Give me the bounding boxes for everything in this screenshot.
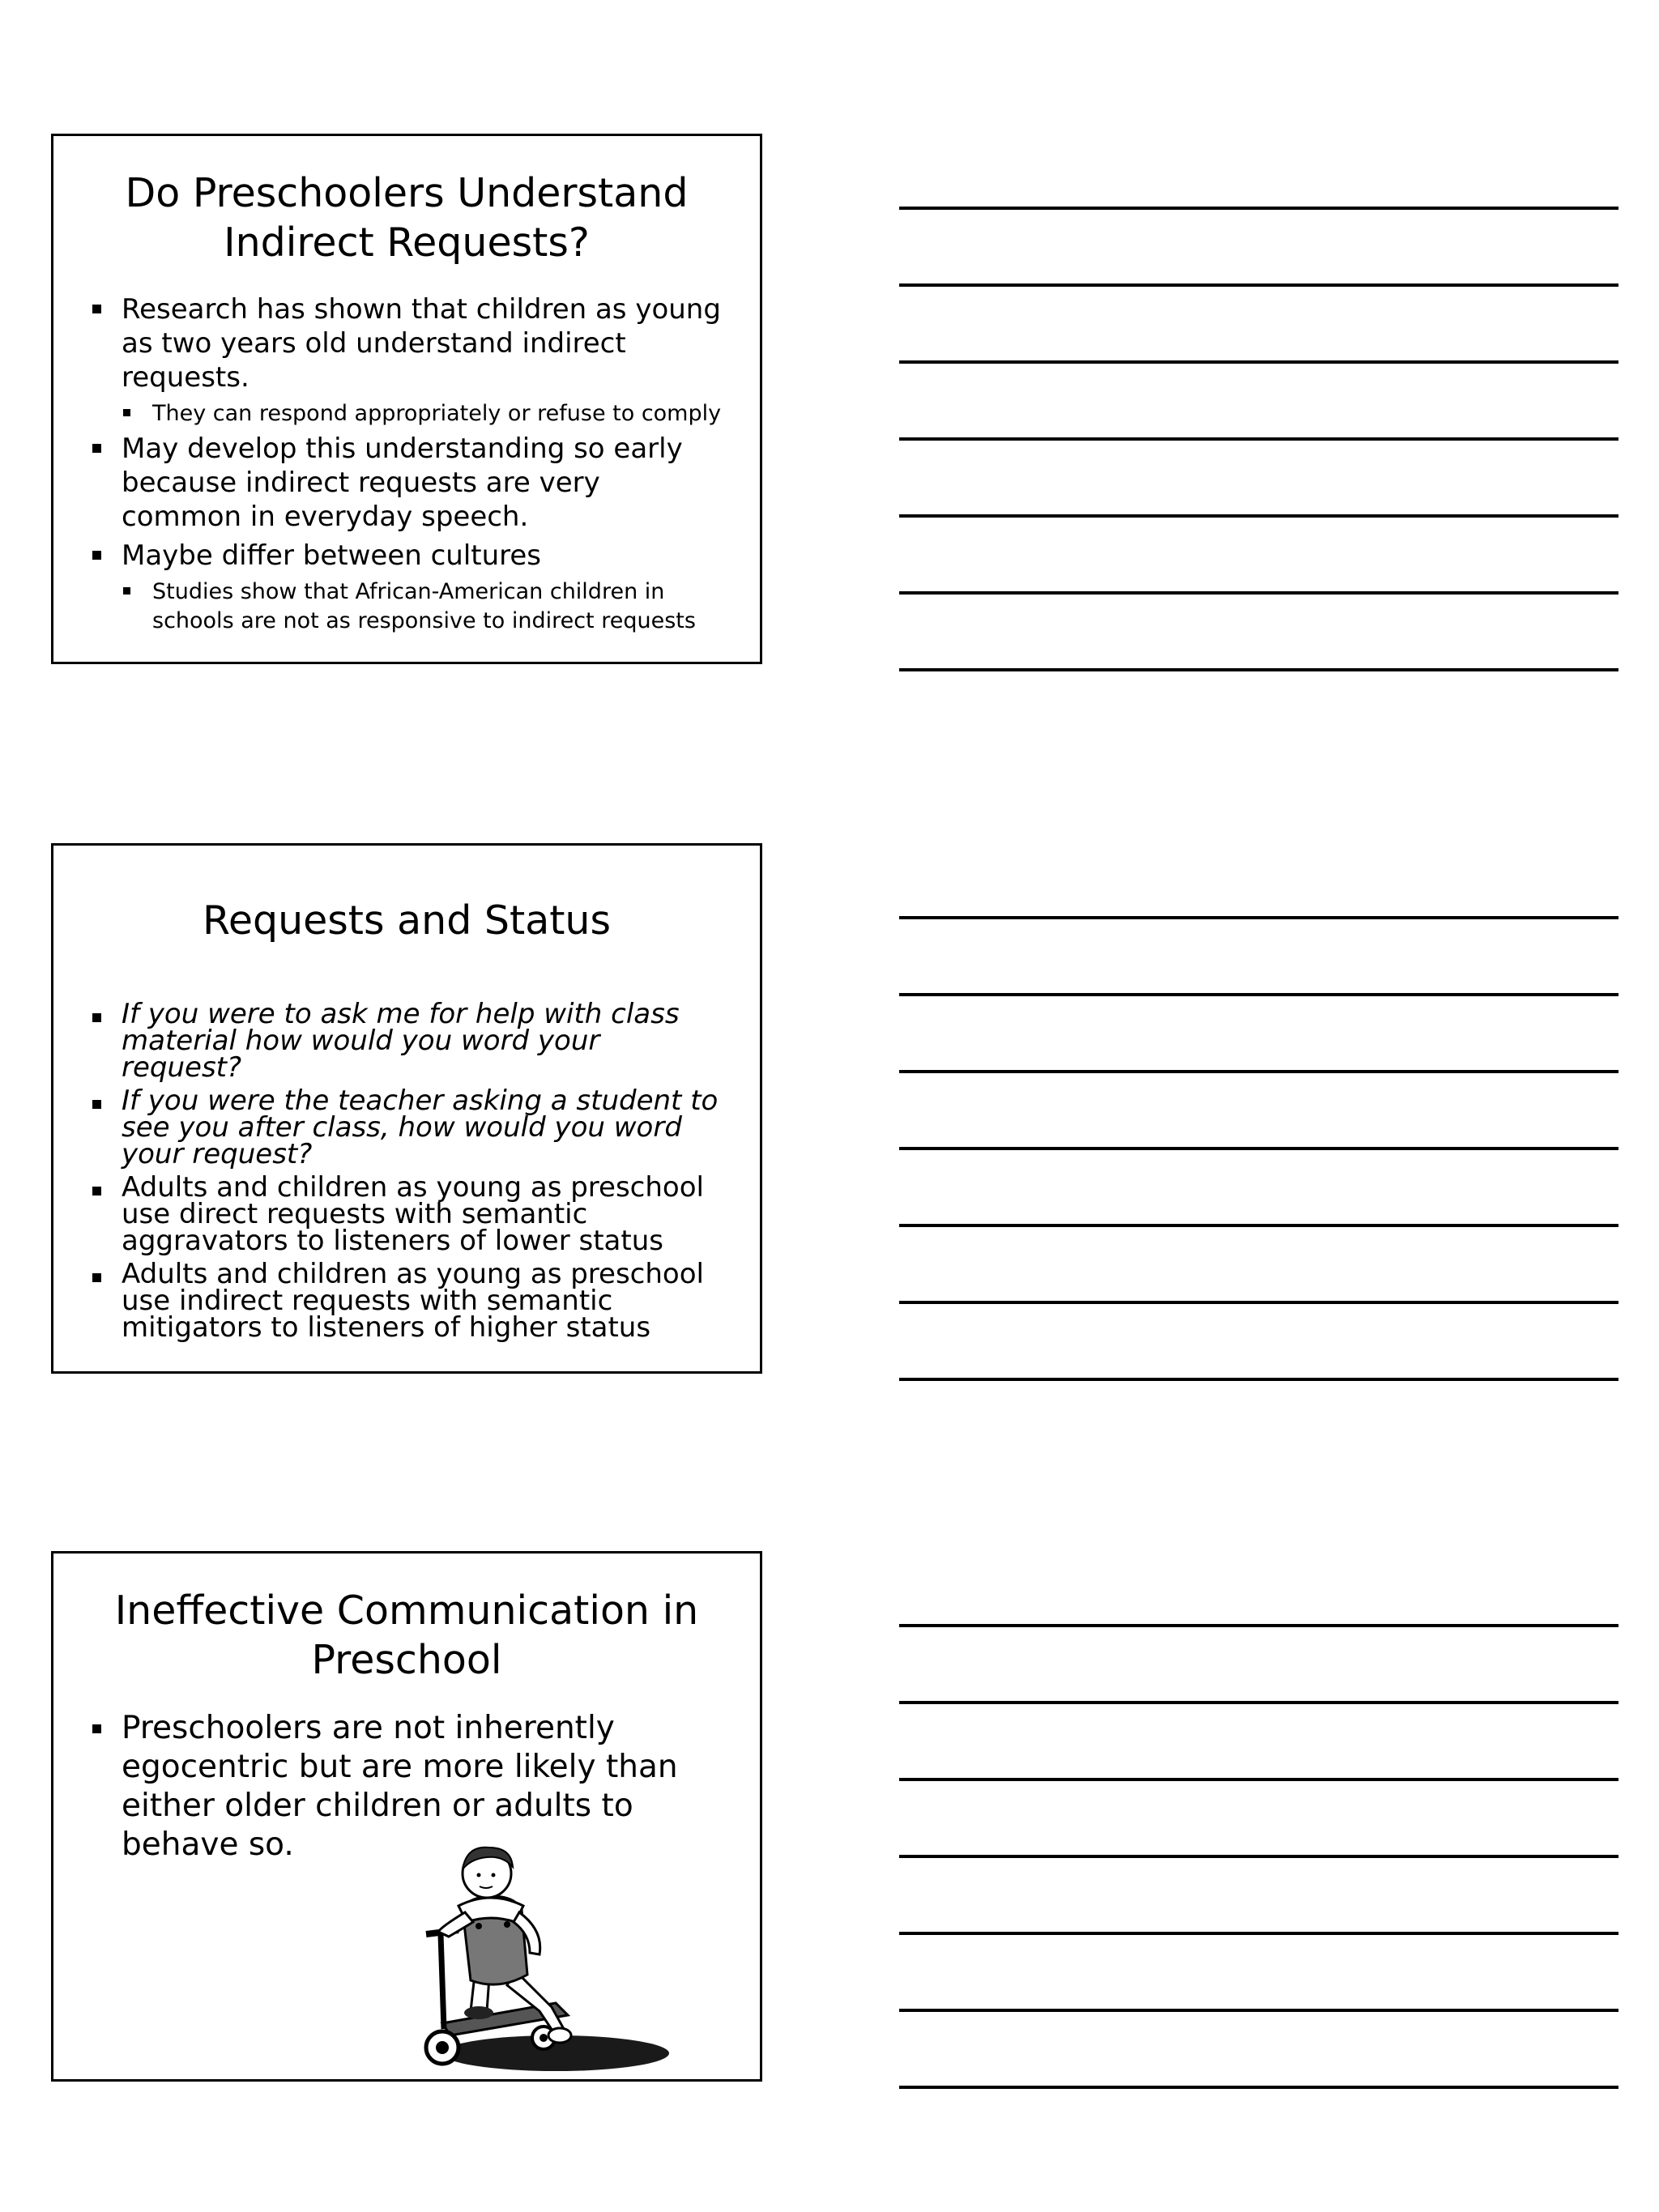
note-line xyxy=(899,2086,1618,2089)
note-line xyxy=(899,993,1618,996)
slide-1-title-line2: Indirect Requests? xyxy=(224,219,590,266)
bullet-item: Adults and children as young as preschool use indirect requests with semantic mitigators to listeners of higher status xyxy=(92,1261,727,1341)
note-line xyxy=(899,2009,1618,2012)
note-line xyxy=(899,1378,1618,1381)
bullet-item: If you were to ask me for help with class material how would you word your request? xyxy=(92,1001,727,1081)
sub-bullet-item: Studies show that African-American children in schools are not as responsive to indirect requests xyxy=(92,578,727,636)
note-line xyxy=(899,1070,1618,1073)
slide-1 xyxy=(51,134,762,664)
bullet-item: Research has shown that children as young as two years old understand indirect requests. xyxy=(92,292,727,394)
note-line xyxy=(899,1224,1618,1227)
bullet-item: If you were the teacher asking a student to see you after class, how would you word your request? xyxy=(92,1088,727,1168)
note-line xyxy=(899,514,1618,518)
note-line xyxy=(899,360,1618,364)
slide-3-title-line2: Preschool xyxy=(311,1637,502,1683)
slide-3-title-line1: Ineffective Communication in xyxy=(114,1588,699,1634)
note-line xyxy=(899,1701,1618,1704)
slide-1-bullets xyxy=(92,292,727,639)
note-line xyxy=(899,1778,1618,1781)
note-line xyxy=(899,1624,1618,1627)
note-line xyxy=(899,1932,1618,1935)
bullet-item: Preschoolers are not inherently egocentric but are more likely than either older children or adults to behave so. xyxy=(92,1709,727,1865)
note-line xyxy=(899,1855,1618,1858)
note-line xyxy=(899,207,1618,210)
note-line xyxy=(899,1147,1618,1150)
note-line xyxy=(899,437,1618,441)
bullet-item: May develop this understanding so early because indirect requests are very common in everyday speech. xyxy=(92,432,727,534)
note-line xyxy=(899,916,1618,919)
sub-bullet-item: They can respond appropriately or refuse to comply xyxy=(92,399,727,428)
child-on-scooter-clipart xyxy=(394,1841,669,2076)
slide-1-title xyxy=(70,168,744,267)
bullet-item: Maybe differ between cultures xyxy=(92,539,727,573)
note-line xyxy=(899,668,1618,671)
slide-3-title xyxy=(70,1586,744,1685)
note-line xyxy=(899,591,1618,595)
slide-2-bullets xyxy=(92,998,727,1348)
bullet-item: Adults and children as young as preschool use direct requests with semantic aggravators to listeners of lower status xyxy=(92,1174,727,1255)
slide-1-title-line1: Do Preschoolers Understand xyxy=(125,170,689,216)
note-line xyxy=(899,1301,1618,1304)
slide-3 xyxy=(51,1551,762,2082)
slide-2-title: Requests and Status xyxy=(202,897,612,944)
slide-2 xyxy=(51,843,762,1374)
note-line xyxy=(899,283,1618,287)
